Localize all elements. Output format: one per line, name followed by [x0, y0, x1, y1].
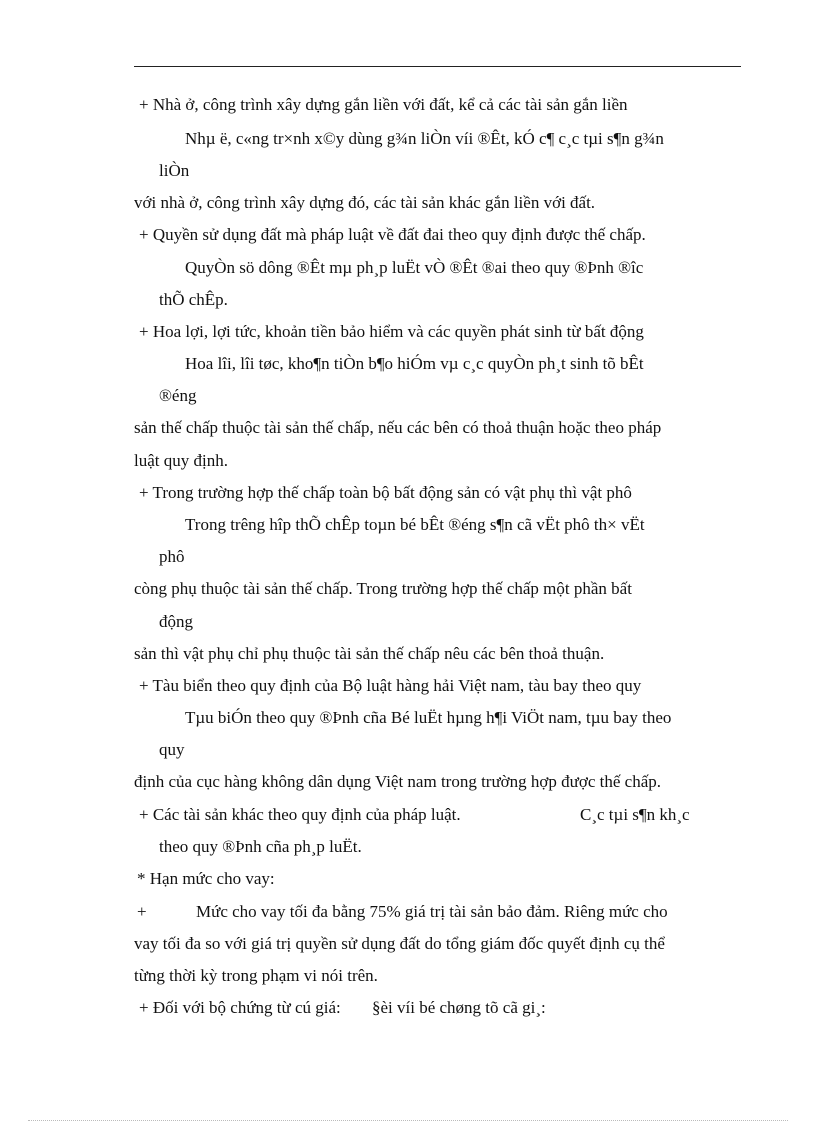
- text-line: ®éng: [159, 386, 197, 405]
- header-rule: [134, 66, 741, 67]
- text-line: phô: [159, 547, 185, 566]
- text-line: + Các tài sản khác theo quy định của pháp luật.: [139, 805, 461, 824]
- text-line: với nhà ở, công trình xây dựng đó, các tài sản khác gắn liền với đất.: [134, 193, 596, 212]
- text-line: Tµu biÓn theo quy ®Þnh cña Bé luËt hµng h¶i ViÖt nam, tµu bay theo: [185, 708, 672, 727]
- text-line: định của cục hàng không dân dụng Việt nam trong trường hợp được thế chấp.: [134, 772, 662, 791]
- text-line: §èi víi bé chøng tõ cã gi¸:: [372, 998, 546, 1017]
- text-line: + Tàu biển theo quy định của Bộ luật hàng hải Việt nam, tàu bay theo quy: [139, 676, 642, 695]
- text-line: * Hạn mức cho vay:: [137, 869, 275, 888]
- text-line: [185, 129, 739, 149]
- text-line: QuyÒn sö dông ®Êt mµ ph¸p luËt vÒ ®Êt ®ai theo quy ®Þnh ®îc: [185, 258, 644, 277]
- text-line: thÕ chÊp.: [159, 290, 228, 309]
- text-line: động: [159, 612, 193, 631]
- text-line: +: [137, 902, 147, 921]
- text-line: còng phụ thuộc tài sản thế chấp. Trong trường hợp thế chấp một phần bất: [134, 579, 632, 598]
- text-line: + Quyền sử dụng đất mà pháp luật về đất đai theo quy định được thế chấp.: [139, 225, 646, 244]
- text-line: + Hoa lợi, lợi tức, khoản tiền bảo hiểm và các quyền phát sinh từ bất động: [139, 322, 644, 341]
- text-line: Trong trêng hîp thÕ chÊp toµn bé bÊt ®éng s¶n cã vËt phô th× vËt: [185, 515, 645, 534]
- text-line: + Nhà ở, công trình xây dựng gắn liền với đất, kể cả các tài sản gắn liền: [139, 95, 628, 114]
- text-line: Hoa lîi, lîi tøc, kho¶n tiÒn b¶o hiÓm vµ c¸c quyÒn ph¸t sinh tõ bÊt: [185, 354, 644, 373]
- text-line: + Trong trường hợp thế chấp toàn bộ bất động sản có vật phụ thì vật phô: [139, 483, 632, 502]
- text-line: liÒn: [159, 161, 190, 180]
- text-line: luật quy định.: [134, 451, 228, 470]
- text-line: từng thời kỳ trong phạm vi nói trên.: [134, 966, 378, 985]
- text-line: vay tối đa so với giá trị quyền sử dụng đất do tổng giám đốc quyết định cụ thể: [134, 934, 665, 953]
- text-line: Mức cho vay tối đa bằng 75% giá trị tài sản bảo đảm. Riêng mức cho: [196, 902, 668, 921]
- text-line: quy: [159, 740, 185, 759]
- text-line: sản thế chấp thuộc tài sản thế chấp, nếu các bên có thoả thuận hoặc theo pháp: [134, 418, 662, 437]
- text-line: theo quy ®Þnh cña ph¸p luËt.: [159, 837, 362, 856]
- text-line: + Đối với bộ chứng từ cú giá:: [139, 998, 341, 1017]
- text-line: C¸c tµi s¶n kh¸c: [580, 805, 690, 824]
- text-line: sản thì vật phụ chỉ phụ thuộc tài sản thế chấp nêu các bên thoả thuận.: [134, 644, 605, 663]
- page-bottom-edge: [28, 1120, 788, 1121]
- text-segment: Nhµ ë, c«ng tr×nh x©y dùng g¾n liÒn víi ®Êt, kÓ c¶ c¸c tµi s¶n g¾n: [185, 129, 664, 148]
